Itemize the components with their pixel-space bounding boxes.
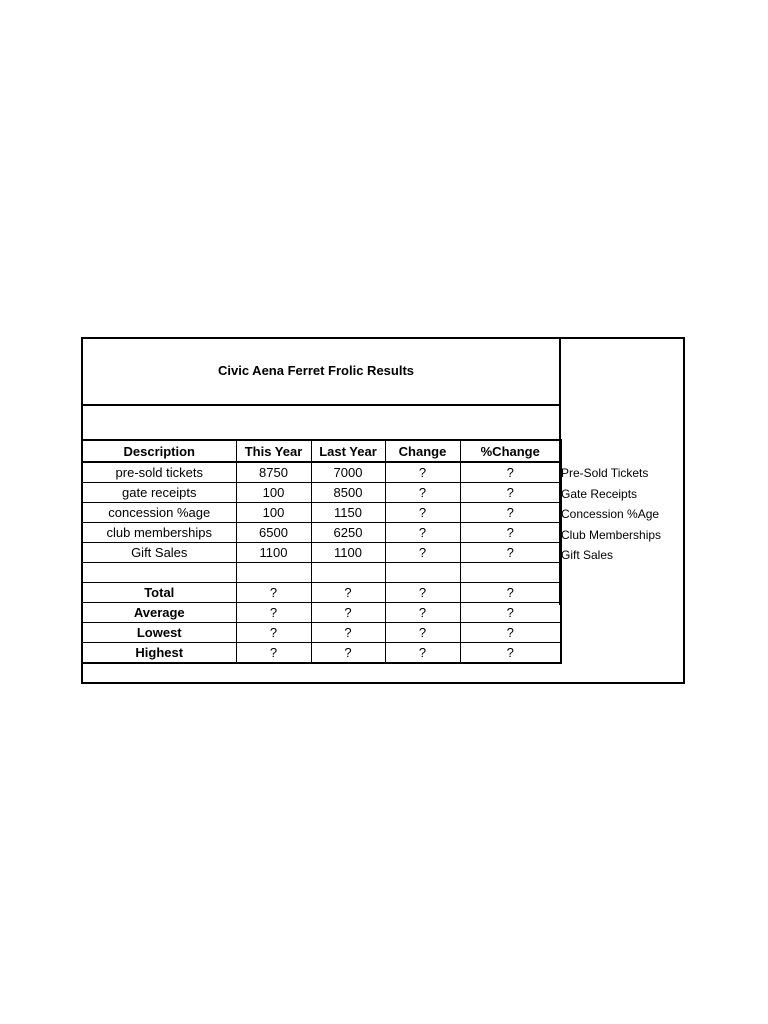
description-cell[interactable]: concession %age <box>83 503 236 523</box>
this-year-cell[interactable]: 6500 <box>236 523 311 543</box>
table-row <box>83 543 561 563</box>
table-row <box>83 523 561 543</box>
pct-change-cell[interactable]: ? <box>460 623 561 643</box>
stat-label[interactable]: Average <box>83 603 236 623</box>
empty-cell[interactable] <box>385 563 460 583</box>
this-year-cell[interactable]: 100 <box>236 503 311 523</box>
side-label[interactable]: Gate Receipts <box>561 486 638 501</box>
pct-change-cell[interactable]: ? <box>460 603 561 623</box>
last-year-cell[interactable]: ? <box>311 603 385 623</box>
col-header-last-year: Last Year <box>311 440 385 462</box>
change-cell[interactable]: ? <box>385 543 460 563</box>
title-cell <box>83 339 561 406</box>
blank-row <box>83 406 561 440</box>
stat-label[interactable]: Total <box>83 583 236 603</box>
change-cell[interactable]: ? <box>385 523 460 543</box>
change-cell[interactable]: ? <box>385 503 460 523</box>
empty-cell[interactable] <box>311 563 385 583</box>
stat-row-total <box>83 583 561 603</box>
stat-row-lowest <box>83 623 561 643</box>
pct-change-cell[interactable]: ? <box>460 523 561 543</box>
stat-row-average <box>83 603 561 623</box>
table-row <box>83 462 561 483</box>
side-label[interactable]: Pre-Sold Tickets <box>561 466 649 480</box>
stat-label[interactable]: Lowest <box>83 623 236 643</box>
description-cell[interactable]: gate receipts <box>83 483 236 503</box>
this-year-cell[interactable]: ? <box>236 643 311 664</box>
empty-row <box>83 563 561 583</box>
side-label[interactable]: Gift Sales <box>561 548 614 562</box>
this-year-cell[interactable]: 1100 <box>236 543 311 563</box>
last-year-cell[interactable]: 7000 <box>311 462 385 483</box>
description-cell[interactable]: pre-sold tickets <box>83 462 236 483</box>
this-year-cell[interactable]: 8750 <box>236 462 311 483</box>
col-header-description: Description <box>83 440 236 462</box>
change-cell[interactable]: ? <box>385 462 460 483</box>
change-cell[interactable]: ? <box>385 603 460 623</box>
stat-label[interactable]: Highest <box>83 643 236 664</box>
side-label[interactable]: Concession %Age <box>561 507 660 521</box>
col-header-pct-change: %Change <box>460 440 561 462</box>
last-year-cell[interactable]: 6250 <box>311 523 385 543</box>
pct-change-cell[interactable]: ? <box>460 583 561 603</box>
results-sheet <box>81 337 685 684</box>
pct-change-cell[interactable]: ? <box>460 543 561 563</box>
this-year-cell[interactable]: ? <box>236 623 311 643</box>
last-year-cell[interactable]: 1150 <box>311 503 385 523</box>
last-year-cell[interactable]: ? <box>311 643 385 664</box>
sheet-title: Civic Aena Ferret Frolic Results <box>217 363 415 378</box>
description-cell[interactable]: Gift Sales <box>83 543 236 563</box>
description-cell[interactable]: club memberships <box>83 523 236 543</box>
empty-cell[interactable] <box>460 563 561 583</box>
col-header-this-year: This Year <box>236 440 311 462</box>
side-label[interactable]: Club Memberships <box>561 527 662 542</box>
last-year-cell[interactable]: 8500 <box>311 483 385 503</box>
this-year-cell[interactable]: 100 <box>236 483 311 503</box>
empty-cell[interactable] <box>83 563 236 583</box>
change-cell[interactable]: ? <box>385 483 460 503</box>
header-row <box>83 440 561 462</box>
pct-change-cell[interactable]: ? <box>460 462 561 483</box>
last-year-cell[interactable]: ? <box>311 623 385 643</box>
pct-change-cell[interactable]: ? <box>460 503 561 523</box>
empty-cell[interactable] <box>236 563 311 583</box>
this-year-cell[interactable]: ? <box>236 583 311 603</box>
last-year-cell[interactable]: ? <box>311 583 385 603</box>
stat-row-highest <box>83 643 561 664</box>
table-row <box>83 483 561 503</box>
pct-change-cell[interactable]: ? <box>460 643 561 664</box>
side-label-list <box>561 463 661 566</box>
last-year-cell[interactable]: 1100 <box>311 543 385 563</box>
col-header-change: Change <box>385 440 460 462</box>
change-cell[interactable]: ? <box>385 623 460 643</box>
this-year-cell[interactable]: ? <box>236 603 311 623</box>
results-table <box>83 439 562 664</box>
table-row <box>83 503 561 523</box>
pct-change-cell[interactable]: ? <box>460 483 561 503</box>
change-cell[interactable]: ? <box>385 583 460 603</box>
change-cell[interactable]: ? <box>385 643 460 664</box>
